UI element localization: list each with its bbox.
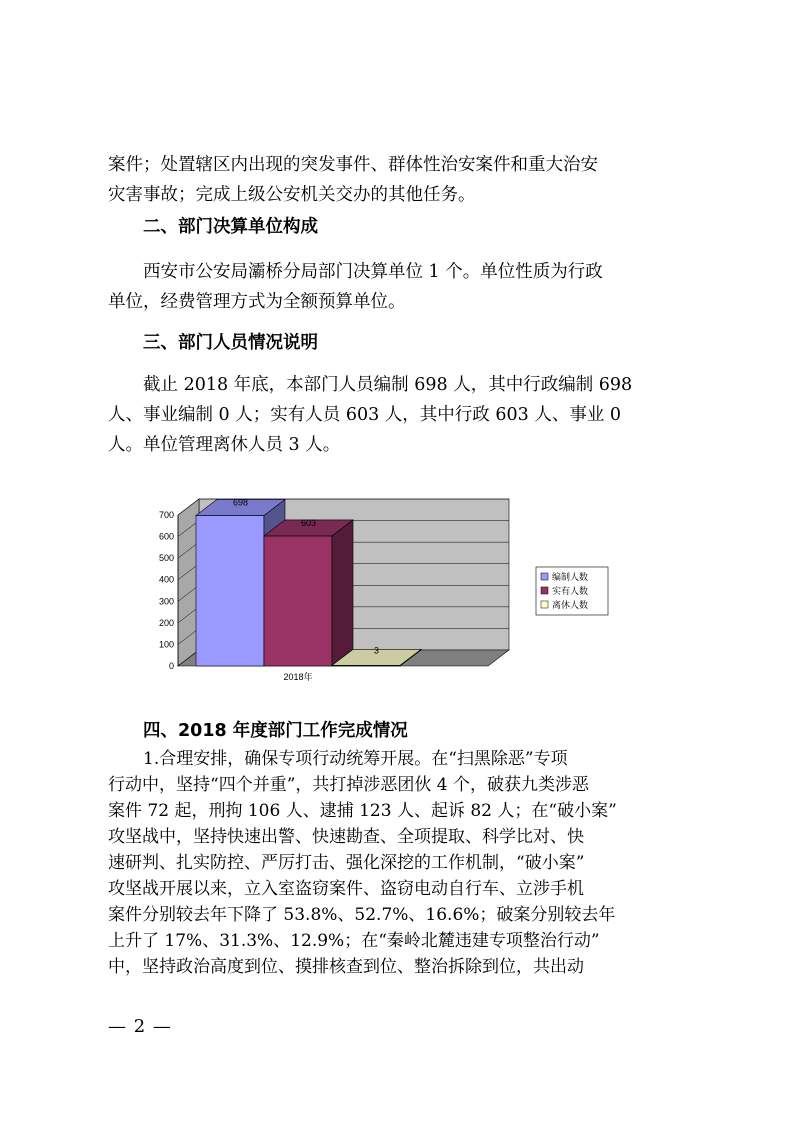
text-line: 案件 72 起，刑拘 106 人、逮捕 123 人、起诉 82 人；在“破小案”	[108, 801, 617, 821]
legend-swatch	[541, 573, 548, 580]
paragraph-staff	[108, 370, 694, 460]
y-tick-label: 300	[158, 596, 174, 607]
section-heading-work: 四、2018 年度部门工作完成情况	[143, 721, 408, 741]
section-heading-units: 二、部门决算单位构成	[143, 217, 318, 237]
text-line: 攻坚战中，坚持快速出警、快速勘查、全项提取、科学比对、快	[108, 827, 584, 847]
bar-side	[332, 520, 353, 666]
bar-2	[264, 518, 353, 666]
section-heading-staff: 三、部门人员情况说明	[143, 333, 318, 353]
staff-bar-chart	[148, 493, 618, 688]
paragraph-work	[108, 746, 694, 980]
chart-legend	[536, 567, 608, 615]
x-category-label: 2018年	[283, 672, 313, 682]
text-line: 灾害事故；完成上级公安机关交办的其他任务。	[108, 185, 476, 205]
text-line: 1.合理安排，确保专项行动统筹开展。在“扫黑除恶”专项	[143, 749, 568, 769]
text-line: 人、事业编制 0 人；实有人员 603 人，其中行政 603 人、事业 0	[108, 405, 622, 425]
y-tick-label: 0	[168, 661, 174, 671]
text-line: 攻坚战开展以来，立入室盗窃案件、盗窃电动自行车、立涉手机	[108, 879, 584, 899]
legend-label: 离休人数	[552, 600, 589, 610]
bar-data-label: 3	[373, 645, 380, 656]
page-number: — 2 —	[108, 1016, 172, 1037]
text-line: 单位，经费管理方式为全额预算单位。	[108, 292, 406, 312]
text-line: 速研判、扎实防控、严厉打击、强化深挖的工作机制，“破小案”	[108, 853, 585, 873]
y-tick-label: 500	[158, 553, 174, 564]
text-line: 上升了 17%、31.3%、12.9%；在“秦岭北麓违建专项整治行动”	[108, 931, 600, 951]
text-line: 案件；处置辖区内出现的突发事件、群体性治安案件和重大治安	[108, 155, 598, 175]
y-tick-label: 600	[158, 531, 174, 542]
text-line: 截止 2018 年底，本部门人员编制 698 人，其中行政编制 698	[143, 375, 633, 395]
legend-swatch	[541, 601, 548, 608]
bar-front	[196, 515, 264, 666]
text-line: 行动中，坚持“四个并重”，共打掉涉恶团伙 4 个，破获九类涉恶	[108, 775, 590, 795]
text-line: 人。单位管理离休人员 3 人。	[108, 435, 341, 455]
text-line: 中，坚持政治高度到位、摸排核查到位、整治拆除到位，共出动	[108, 957, 584, 977]
y-tick-label: 200	[158, 617, 174, 628]
bar-data-label: 603	[300, 517, 317, 528]
bar-data-label: 698	[232, 497, 249, 508]
legend-label: 实有人数	[552, 586, 589, 596]
y-tick-label: 400	[158, 574, 174, 585]
y-tick-label: 100	[158, 639, 174, 650]
y-tick-label: 700	[158, 510, 174, 520]
legend-swatch	[541, 587, 548, 594]
paragraph-duties	[108, 150, 694, 210]
text-line: 案件分别较去年下降了 53.8%、52.7%、16.6%；破案分别较去年	[108, 905, 616, 925]
bar-front	[264, 536, 332, 666]
legend-label: 编制人数	[552, 572, 589, 582]
paragraph-units	[108, 257, 694, 317]
text-line: 西安市公安局灞桥分局部门决算单位 1 个。单位性质为行政	[143, 262, 603, 282]
